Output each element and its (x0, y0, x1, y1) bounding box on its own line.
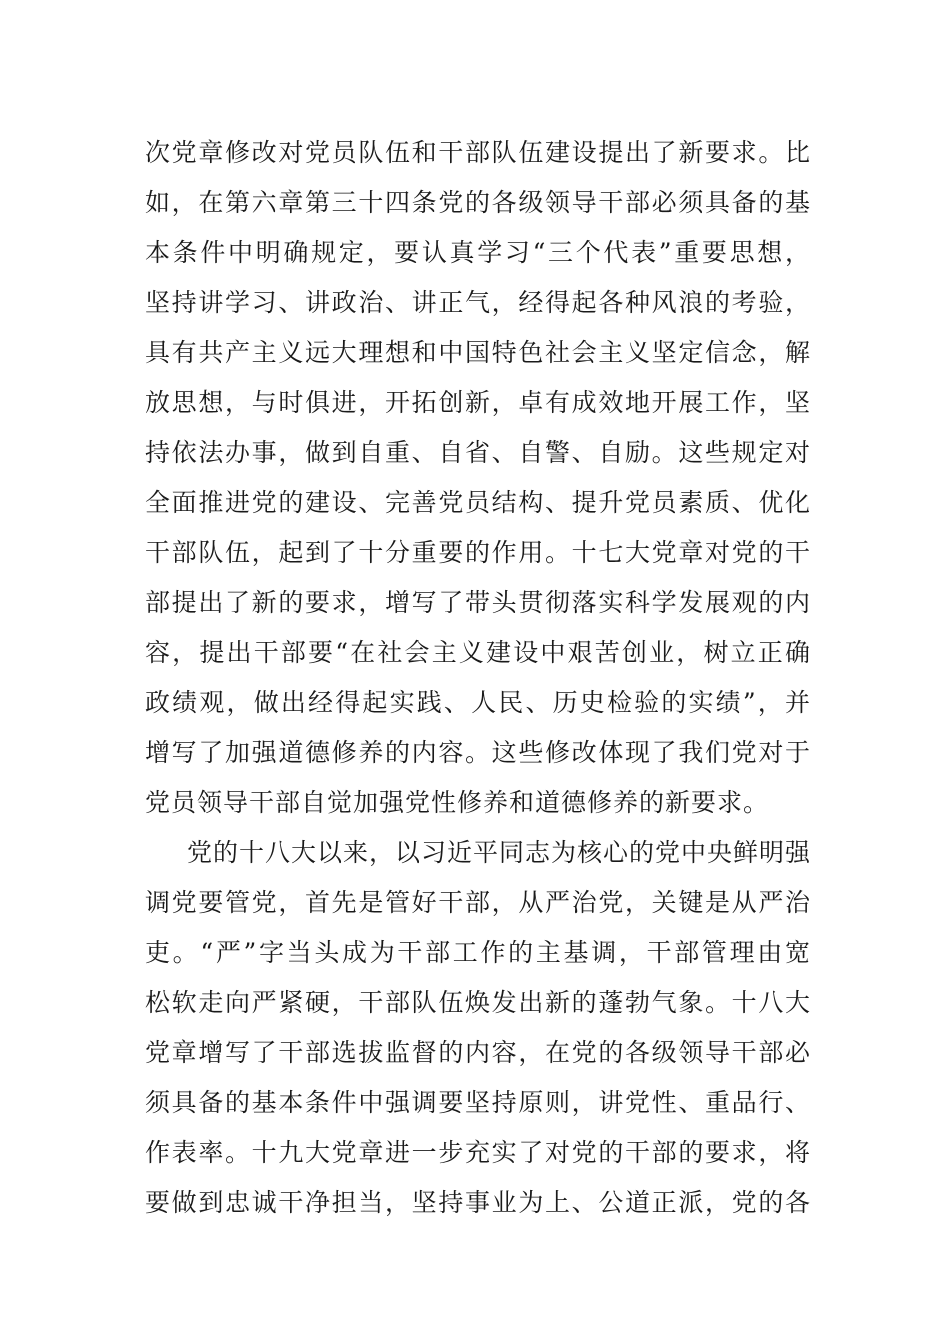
text-line: 要做到忠诚干净担当，坚持事业为上、公道正派，党的各 (145, 1188, 811, 1217)
text-line: 本条件中明确规定，要认真学习“三个代表”重要思想， (145, 238, 811, 267)
text-line: 全面推进党的建设、完善党员结构、提升党员素质、优化 (145, 488, 811, 517)
text-line: 如，在第六章第三十四条党的各级领导干部必须具备的基 (145, 188, 811, 217)
text-line: 持依法办事，做到自重、自省、自警、自励。这些规定对 (145, 438, 811, 467)
text-line: 干部队伍，起到了十分重要的作用。十七大党章对党的干 (145, 538, 811, 567)
text-line: 坚持讲学习、讲政治、讲正气，经得起各种风浪的考验， (145, 288, 811, 317)
paragraph-2 (145, 828, 811, 1228)
text-line: 调党要管党，首先是管好干部，从严治党，关键是从严治 (145, 888, 811, 917)
text-line: 部提出了新的要求，增写了带头贯彻落实科学发展观的内 (145, 588, 811, 617)
text-line: 松软走向严紧硬，干部队伍焕发出新的蓬勃气象。十八大 (145, 988, 811, 1017)
text-line: 吏。“严”字当头成为干部工作的主基调，干部管理由宽 (145, 938, 811, 967)
paragraph-1 (145, 128, 811, 828)
body-text (145, 128, 811, 1228)
text-line: 党的十八大以来，以习近平同志为核心的党中央鲜明强 (187, 838, 811, 867)
text-line: 须具备的基本条件中强调要坚持原则，讲党性、重品行、 (145, 1088, 811, 1117)
text-line: 党员领导干部自觉加强党性修养和道德修养的新要求。 (145, 788, 770, 817)
text-line: 放思想，与时俱进，开拓创新，卓有成效地开展工作，坚 (145, 388, 811, 417)
text-line: 增写了加强道德修养的内容。这些修改体现了我们党对于 (145, 738, 811, 767)
text-line: 具有共产主义远大理想和中国特色社会主义坚定信念，解 (145, 338, 811, 367)
text-line: 政绩观，做出经得起实践、人民、历史检验的实绩”，并 (145, 688, 811, 717)
text-line: 容，提出干部要“在社会主义建设中艰苦创业，树立正确 (145, 638, 811, 667)
text-line: 党章增写了干部选拔监督的内容，在党的各级领导干部必 (145, 1038, 811, 1067)
text-line: 次党章修改对党员队伍和干部队伍建设提出了新要求。比 (145, 138, 811, 167)
text-line: 作表率。十九大党章进一步充实了对党的干部的要求，将 (145, 1138, 811, 1167)
